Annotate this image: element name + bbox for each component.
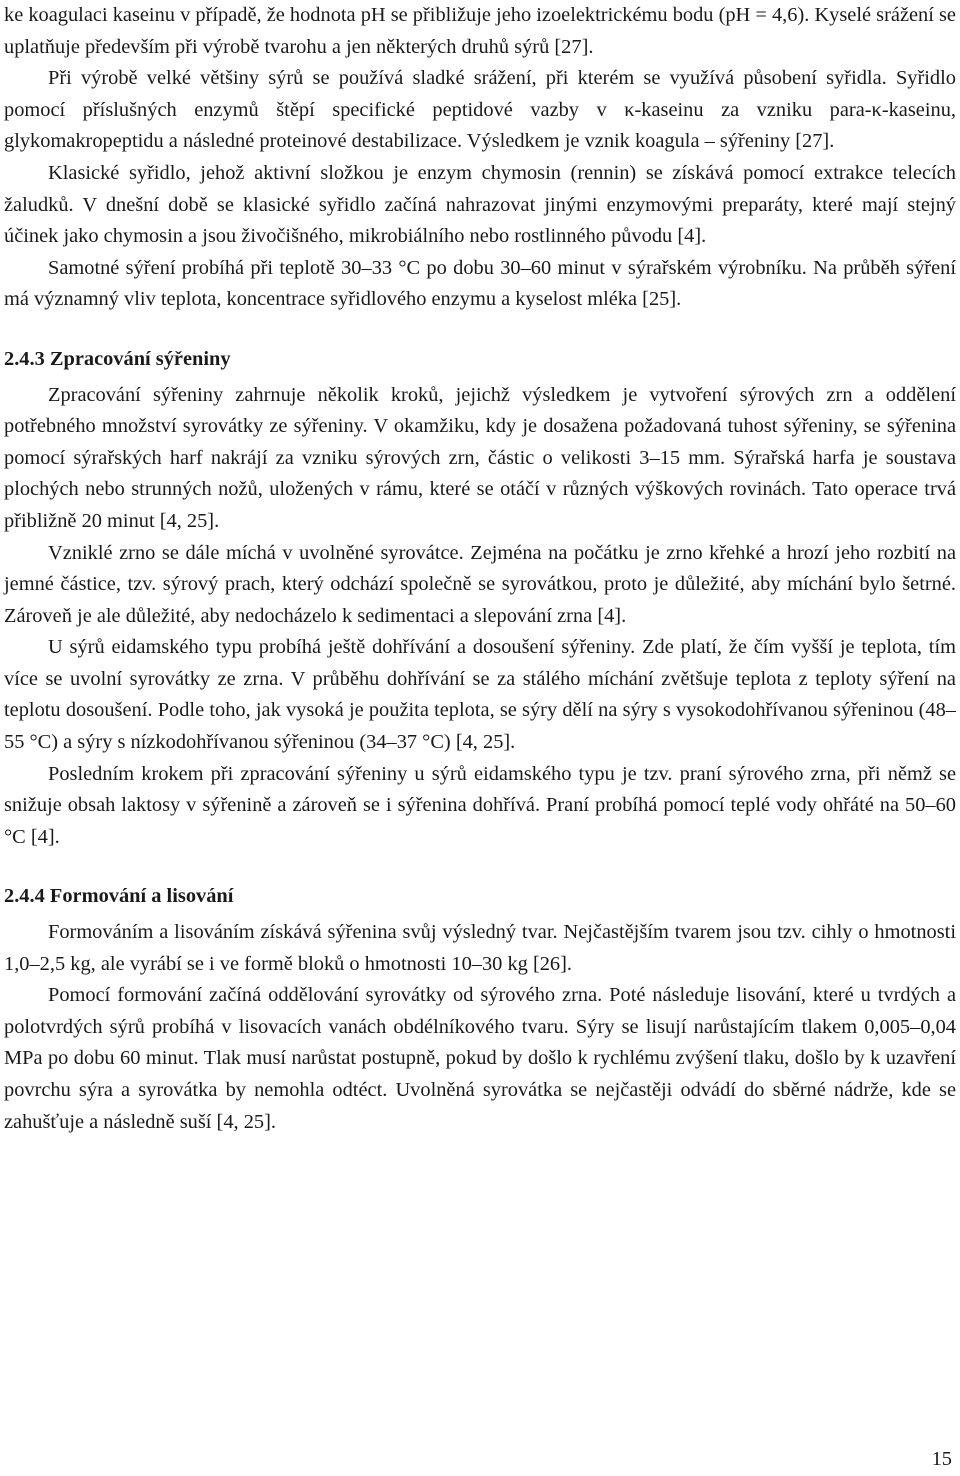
paragraph-classic-rennet: Klasické syřidlo, jehož aktivní složkou je enzym chymosin (rennin) se získává pomocí extrakce telecích žaludků. V dnešní době se klasické syřidlo začíná nahrazovat jinými enzymovými preparáty, které mají stejný účinek jako chymosin a jsou živočišného, mikrobiálního nebo rostlinného původu [4]. — [4, 161, 956, 248]
paragraph-curd-processing: Zpracování sýřeniny zahrnuje několik kroků, jejichž výsledkem je vytvoření sýrových zrn a oddělení potřebného množství syrovátky ze sýřeniny. V okamžiku, kdy je dosažena požadovaná tuhost sýřeniny, se sýřenina pomocí sýrařských harf nakrájí za vzniku sýrových zrn, částic o velikosti 3–15 mm. Sýrařská harfa je soustava plochých nebo strunných nožů, uložených v rámu, které se otáčí v různých výškových rovinách. Tato operace trvá přibližně 20 minut [4, 25]. — [4, 383, 956, 532]
paragraph-renneting-process: Samotné sýření probíhá při teplotě 30–33 °C po dobu 30–60 minut v sýrařském výrobníku. Na průběh sýření má významný vliv teplota, koncentrace syřidlového enzymu a kyselost mléka [25]. — [4, 256, 956, 311]
document-page — [4, 0, 956, 1138]
paragraph-pressing: Pomocí formování začíná oddělování syrovátky od sýrového zrna. Poté následuje lisování, které u tvrdých a polotvrdých sýrů probíhá v lisovacích vanách obdélníkového tvaru. Sýry se lisují narůstajícím tlakem 0,005–0,04 MPa po dobu 60 minut. Tlak musí narůstat postupně, pokud by došlo k rychlému zvýšení tlaku, došlo by k uzavření povrchu sýra a syrovátka by nemohla odtéct. Uvolněná syrovátka se nejčastěji odvádí do sběrné nádrže, kde se zahušťuje a následně suší [4, 25]. — [4, 984, 956, 1133]
paragraph-curd-stirring: Vzniklé zrno se dále míchá v uvolněné syrovátce. Zejména na počátku je zrno křehké a hrozí jeho rozbití na jemné částice, tzv. sýrový prach, který odchází společně se syrovátkou, proto je důležité, aby míchání bylo šetrné. Zároveň je ale důležité, aby nedocházelo k sedimentaci a slepování zrna [4]. — [4, 541, 956, 627]
paragraph-sweet-coagulation: Při výrobě velké většiny sýrů se používá sladké srážení, při kterém se využívá působení syřidla. Syřidlo pomocí příslušných enzymů štěpí specifické peptidové vazby v κ-kaseinu za vzniku para-κ-kaseinu, glykomakropeptidu a následné proteinové destabilizace. Výsledkem je vznik koagula – sýřeniny [27]. — [4, 67, 956, 153]
section-heading-forming-pressing: 2.4.4 Formování a lisování — [4, 885, 234, 908]
section-heading-curd-processing: 2.4.3 Zpracování sýřeniny — [4, 347, 231, 370]
paragraph-curd-washing: Posledním krokem při zpracování sýřeniny u sýrů eidamského typu je tzv. praní sýrového zrna, při němž se snižuje obsah laktosy v sýřenině a zároveň se i sýřenina dohřívá. Praní probíhá pomocí teplé vody ohřáté na 50–60 °C [4]. — [4, 762, 956, 848]
paragraph-forming-shape: Formováním a lisováním získává sýřenina svůj výsledný tvar. Nejčastějším tvarem jsou tzv. cihly o hmotnosti 1,0–2,5 kg, ale vyrábí se i ve formě bloků o hmotnosti 10–30 kg [26]. — [4, 921, 956, 975]
paragraph-edam-heating: U sýrů eidamského typu probíhá ještě dohřívání a dosoušení sýřeniny. Zde platí, že čím vyšší je teplota, tím více se uvolní syrovátky ze zrna. V průběhu dohřívání se za stálého míchání zvětšuje teplota z teploty sýření na teplotu dosoušení. Podle toho, jak vysoká je použita teplota, se sýry dělí na sýry s vysokodohřívanou sýřeninou (48–55 °C) a sýry s nízkodohřívanou sýřeninou (34–37 °C) [4, 25]. — [4, 636, 956, 754]
paragraph-acid-coagulation: ke koagulaci kaseinu v případě, že hodnota pH se přibližuje jeho izoelektrickému bodu (pH = 4,6). Kyselé srážení se uplatňuje především při výrobě tvarohu a jen některých druhů sýrů [27]. — [4, 4, 956, 58]
page-number: 15 — [931, 1448, 952, 1470]
